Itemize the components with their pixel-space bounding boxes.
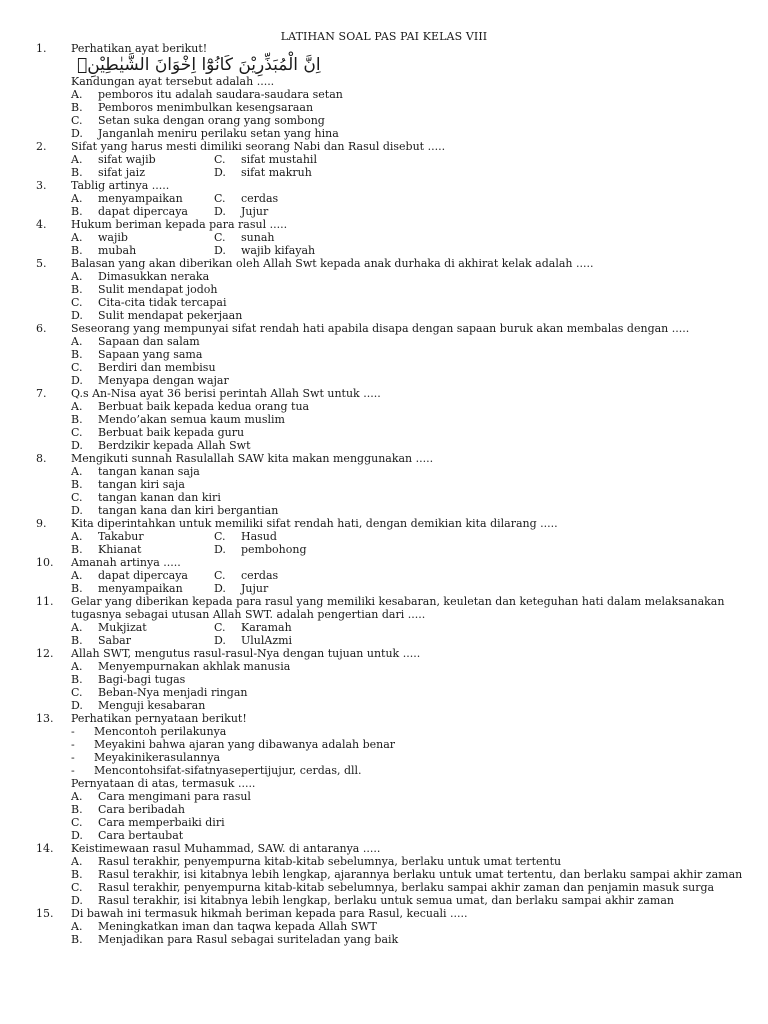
- option-text: Beban-Nya menjadi ringan: [98, 686, 248, 699]
- question-stem: Kita diperintahkan untuk memiliki sifat rendah hati, dengan demikian kita dilarang .....: [71, 517, 558, 530]
- option-letter: A.: [71, 335, 83, 348]
- option-letter: C.: [71, 296, 83, 309]
- answer-option[interactable]: [214, 543, 748, 556]
- option-letter: D.: [214, 166, 226, 179]
- question-stem: Q.s An-Nisa ayat 36 berisi perintah Allah Swt untuk .....: [71, 387, 381, 400]
- bullet-dash: -: [71, 751, 75, 764]
- question-number: 12.: [36, 647, 54, 660]
- option-letter: A.: [71, 920, 83, 933]
- answer-options: [71, 192, 748, 218]
- question-stem: Sifat yang harus mesti dimiliki seorang Nabi dan Rasul disebut .....: [71, 140, 446, 153]
- bullet-dash: -: [71, 725, 75, 738]
- option-text: wajib: [98, 231, 128, 244]
- option-text: Bagi-bagi tugas: [98, 673, 186, 686]
- answer-options: [71, 790, 748, 842]
- option-letter: B.: [71, 166, 83, 179]
- option-text: tangan kanan saja: [98, 465, 200, 478]
- option-letter: C.: [71, 816, 83, 829]
- option-text: tangan kanan dan kiri: [98, 491, 221, 504]
- option-letter: C.: [71, 114, 83, 127]
- answer-option[interactable]: [71, 88, 748, 101]
- option-letter: B.: [71, 283, 83, 296]
- question-number: 5.: [36, 257, 47, 270]
- question-item: [36, 556, 748, 595]
- option-text: Cara memperbaiki diri: [98, 816, 225, 829]
- option-text: Menguji kesabaran: [98, 699, 206, 712]
- option-letter: A.: [71, 621, 83, 634]
- question-item: [36, 595, 748, 647]
- option-text: Takabur: [98, 530, 144, 543]
- question-stem: Tablig artinya .....: [71, 179, 170, 192]
- answer-option[interactable]: [71, 868, 748, 881]
- option-letter: D.: [214, 205, 226, 218]
- option-text: Cara bertaubat: [98, 829, 184, 842]
- option-letter: C.: [71, 361, 83, 374]
- question-item: [36, 907, 748, 946]
- option-text: sifat wajib: [98, 153, 156, 166]
- option-letter: D.: [71, 504, 83, 517]
- question-item: [36, 517, 748, 556]
- answer-option[interactable]: [214, 621, 748, 634]
- question-item: [36, 842, 748, 907]
- answer-option[interactable]: [71, 166, 214, 179]
- option-text: menyampaikan: [98, 582, 183, 595]
- answer-options: [71, 569, 748, 595]
- option-text: dapat dipercaya: [98, 569, 188, 582]
- question-number: 13.: [36, 712, 54, 725]
- answer-option[interactable]: [71, 829, 748, 842]
- statement-text: Mencontohsifat-sifatnyasepertijujur, cerdas, dll.: [94, 764, 362, 777]
- question-number: 4.: [36, 218, 47, 231]
- answer-option[interactable]: [214, 166, 748, 179]
- answer-options: [71, 88, 748, 140]
- option-letter: C.: [71, 686, 83, 699]
- option-letter: D.: [71, 127, 83, 140]
- option-letter: C.: [71, 881, 83, 894]
- answer-option[interactable]: [71, 192, 214, 205]
- option-letter: B.: [71, 933, 83, 946]
- question-number: 8.: [36, 452, 47, 465]
- answer-option[interactable]: [214, 569, 748, 582]
- answer-option[interactable]: [71, 894, 748, 907]
- answer-option[interactable]: [71, 361, 748, 374]
- option-text: tangan kiri saja: [98, 478, 185, 491]
- answer-option[interactable]: [71, 543, 214, 556]
- answer-option[interactable]: [71, 881, 748, 894]
- statement-item: [71, 764, 748, 777]
- option-text: sifat mustahil: [241, 153, 317, 166]
- question-stem: Hukum beriman kepada para rasul .....: [71, 218, 288, 231]
- question-item: [36, 647, 748, 712]
- option-text: Menjadikan para Rasul sebagai suriteladan yang baik: [98, 933, 399, 946]
- answer-option[interactable]: [71, 686, 748, 699]
- answer-option[interactable]: [71, 569, 214, 582]
- question-item: [36, 218, 748, 257]
- answer-option[interactable]: [71, 816, 748, 829]
- option-letter: C.: [214, 231, 226, 244]
- question-stem: Gelar yang diberikan kepada para rasul yang memiliki kesabaran, keuletan dan keteguhan hati dalam melaksanakan tugasnya sebagai utusan Allah SWT. adalah pengertian dari .....: [71, 595, 725, 621]
- option-letter: A.: [71, 660, 83, 673]
- option-text: dapat dipercaya: [98, 205, 188, 218]
- option-letter: B.: [71, 634, 83, 647]
- answer-option[interactable]: [71, 465, 748, 478]
- page-title: LATIHAN SOAL PAS PAI KELAS VIII: [280, 30, 488, 43]
- answer-option[interactable]: [214, 634, 748, 647]
- question-number: 10.: [36, 556, 54, 569]
- option-letter: D.: [71, 829, 83, 842]
- option-letter: B.: [71, 413, 83, 426]
- option-text: cerdas: [241, 192, 279, 205]
- option-letter: A.: [71, 569, 83, 582]
- answer-options: [71, 660, 748, 712]
- option-text: sunah: [241, 231, 275, 244]
- answer-option[interactable]: [214, 244, 748, 257]
- answer-option[interactable]: [71, 439, 748, 452]
- question-number: 1.: [36, 42, 47, 55]
- option-text: Sulit mendapat jodoh: [98, 283, 218, 296]
- answer-option[interactable]: [71, 400, 748, 413]
- option-text: wajib kifayah: [241, 244, 316, 257]
- question-stem: Keistimewaan rasul Muhammad, SAW. di antaranya .....: [71, 842, 381, 855]
- option-text: Setan suka dengan orang yang sombong: [98, 114, 325, 127]
- option-letter: A.: [71, 88, 83, 101]
- question-number: 6.: [36, 322, 47, 335]
- option-letter: A.: [71, 270, 83, 283]
- option-text: Rasul terakhir, isi kitabnya lebih lengkap, berlaku untuk semua umat, dan berlaku sampai akhir zaman: [98, 894, 674, 907]
- option-text: pemboros itu adalah saudara-saudara setan: [98, 88, 343, 101]
- answer-option[interactable]: [71, 413, 748, 426]
- question-stem: Allah SWT, mengutus rasul-rasul-Nya dengan tujuan untuk .....: [71, 647, 421, 660]
- answer-option[interactable]: [214, 582, 748, 595]
- answer-option[interactable]: [71, 790, 748, 803]
- option-letter: C.: [214, 530, 226, 543]
- answer-option[interactable]: [71, 127, 748, 140]
- option-text: Sulit mendapat pekerjaan: [98, 309, 243, 322]
- answer-options: [71, 270, 748, 322]
- question-stem: Mengikuti sunnah Rasulallah SAW kita makan menggunakan .....: [71, 452, 434, 465]
- question-item: [36, 179, 748, 218]
- option-text: mubah: [98, 244, 137, 257]
- question-stem: Balasan yang akan diberikan oleh Allah Swt kepada anak durhaka di akhirat kelak adalah .....: [71, 257, 594, 270]
- answer-option[interactable]: [71, 335, 748, 348]
- answer-options: [71, 530, 748, 556]
- option-text: sifat jaiz: [98, 166, 145, 179]
- option-letter: A.: [71, 231, 83, 244]
- answer-option[interactable]: [71, 348, 748, 361]
- bullet-dash: -: [71, 738, 75, 751]
- option-letter: C.: [71, 491, 83, 504]
- option-letter: A.: [71, 400, 83, 413]
- answer-options: [71, 153, 748, 179]
- option-text: Berdzikir kepada Allah Swt: [98, 439, 251, 452]
- option-letter: D.: [71, 439, 83, 452]
- arabic-verse: اِنَّ الْمُبَذِّرِيْنَ كَانُوْٓا اِخْوَانَ الشَّيٰطِيْنِۗ: [77, 55, 321, 75]
- answer-option[interactable]: [71, 621, 214, 634]
- answer-option[interactable]: [71, 231, 214, 244]
- option-text: Mendo’akan semua kaum muslim: [98, 413, 285, 426]
- option-text: Rasul terakhir, isi kitabnya lebih lengkap, ajarannya berlaku untuk umat tertentu, dan berlaku sampai akhir zaman: [98, 868, 743, 881]
- option-text: Berbuat baik kepada guru: [98, 426, 245, 439]
- option-text: Jujur: [241, 582, 269, 595]
- answer-option[interactable]: [214, 530, 748, 543]
- option-text: Meningkatkan iman dan taqwa kepada Allah SWT: [98, 920, 377, 933]
- option-letter: A.: [71, 790, 83, 803]
- answer-option[interactable]: [71, 491, 748, 504]
- answer-option[interactable]: [71, 153, 214, 166]
- option-letter: C.: [214, 621, 226, 634]
- question-item: [36, 42, 748, 140]
- answer-option[interactable]: [71, 426, 748, 439]
- answer-option[interactable]: [71, 504, 748, 517]
- option-text: UlulAzmi: [241, 634, 293, 647]
- option-letter: A.: [71, 153, 83, 166]
- option-letter: D.: [214, 582, 226, 595]
- option-letter: C.: [214, 192, 226, 205]
- answer-option[interactable]: [71, 803, 748, 816]
- option-text: Rasul terakhir, penyempurna kitab-kitab sebelumnya, berlaku sampai akhir zaman dan penjamin masuk surga: [98, 881, 715, 894]
- option-letter: C.: [71, 426, 83, 439]
- statement-text: Mencontoh perilakunya: [94, 725, 227, 738]
- answer-option[interactable]: [71, 933, 748, 946]
- answer-options: [71, 920, 748, 946]
- question-stem: Perhatikan ayat berikut!: [71, 42, 208, 55]
- option-letter: B.: [71, 582, 83, 595]
- option-text: Janganlah meniru perilaku setan yang hina: [98, 127, 339, 140]
- question-stem: Di bawah ini termasuk hikmah beriman kepada para Rasul, kecuali .....: [71, 907, 468, 920]
- answer-options: [71, 231, 748, 257]
- answer-option[interactable]: [71, 582, 214, 595]
- answer-option[interactable]: [71, 660, 748, 673]
- option-text: Pemboros menimbulkan kesengsaraan: [98, 101, 314, 114]
- option-letter: A.: [71, 530, 83, 543]
- option-letter: C.: [214, 153, 226, 166]
- question-stem: Perhatikan pernyataan berikut!: [71, 712, 247, 725]
- option-letter: B.: [71, 868, 83, 881]
- option-letter: D.: [214, 543, 226, 556]
- option-text: cerdas: [241, 569, 279, 582]
- option-text: Cita-cita tidak tercapai: [98, 296, 227, 309]
- option-letter: D.: [71, 699, 83, 712]
- question-number: 9.: [36, 517, 47, 530]
- answer-option[interactable]: [71, 101, 748, 114]
- option-letter: D.: [214, 244, 226, 257]
- option-text: Menyapa dengan wajar: [98, 374, 229, 387]
- answer-options: [71, 465, 748, 517]
- question-number: 11.: [36, 595, 54, 608]
- option-text: Khianat: [98, 543, 142, 556]
- option-text: Cara beribadah: [98, 803, 185, 816]
- option-letter: B.: [71, 803, 83, 816]
- statement-item: [71, 725, 748, 738]
- answer-option[interactable]: [71, 920, 748, 933]
- question-number: 15.: [36, 907, 54, 920]
- answer-option[interactable]: [71, 296, 748, 309]
- answer-options: [71, 335, 748, 387]
- question-item: [36, 712, 748, 842]
- answer-options: [71, 855, 748, 907]
- option-letter: D.: [71, 309, 83, 322]
- answer-option[interactable]: [71, 270, 748, 283]
- option-text: Jujur: [241, 205, 269, 218]
- option-letter: B.: [71, 101, 83, 114]
- question-item: [36, 387, 748, 452]
- question-stem: Seseorang yang mempunyai sifat rendah hati apabila disapa dengan sapaan buruk akan membalas dengan .....: [71, 322, 690, 335]
- option-letter: B.: [71, 205, 83, 218]
- question-number: 3.: [36, 179, 47, 192]
- option-text: Berdiri dan membisu: [98, 361, 216, 374]
- question-item: [36, 322, 748, 387]
- answer-option[interactable]: [71, 374, 748, 387]
- option-text: Berbuat baik kepada kedua orang tua: [98, 400, 310, 413]
- option-text: Sapaan yang sama: [98, 348, 203, 361]
- option-text: Karamah: [241, 621, 292, 634]
- option-letter: A.: [71, 855, 83, 868]
- option-letter: D.: [71, 374, 83, 387]
- option-text: Rasul terakhir, penyempurna kitab-kitab sebelumnya, berlaku untuk umat tertentu: [98, 855, 562, 868]
- option-text: Menyempurnakan akhlak manusia: [98, 660, 291, 673]
- answer-option[interactable]: [71, 478, 748, 491]
- answer-option[interactable]: [71, 309, 748, 322]
- answer-options: [71, 400, 748, 452]
- question-prompt: Pernyataan di atas, termasuk .....: [71, 777, 256, 790]
- option-text: Hasud: [241, 530, 277, 543]
- question-number: 7.: [36, 387, 47, 400]
- answer-option[interactable]: [214, 153, 748, 166]
- answer-option[interactable]: [71, 205, 214, 218]
- question-number: 14.: [36, 842, 54, 855]
- statement-item: [71, 751, 748, 764]
- question-number: 2.: [36, 140, 47, 153]
- option-text: Mukjizat: [98, 621, 147, 634]
- statement-text: Meyakinikerasulannya: [94, 751, 221, 764]
- option-text: Dimasukkan neraka: [98, 270, 210, 283]
- option-text: Cara mengimani para rasul: [98, 790, 251, 803]
- answer-option[interactable]: [71, 244, 214, 257]
- option-letter: B.: [71, 478, 83, 491]
- question-stem: Amanah artinya .....: [71, 556, 181, 569]
- answer-option[interactable]: [214, 192, 748, 205]
- answer-option[interactable]: [71, 673, 748, 686]
- option-text: Sabar: [98, 634, 131, 647]
- answer-option[interactable]: [214, 231, 748, 244]
- answer-option[interactable]: [71, 855, 748, 868]
- question-item: [36, 452, 748, 517]
- option-letter: B.: [71, 673, 83, 686]
- option-letter: B.: [71, 244, 83, 257]
- option-text: pembohong: [241, 543, 307, 556]
- option-text: tangan kana dan kiri bergantian: [98, 504, 279, 517]
- option-letter: D.: [71, 894, 83, 907]
- answer-option[interactable]: [214, 205, 748, 218]
- bullet-dash: -: [71, 764, 75, 777]
- question-list: [36, 42, 748, 946]
- statement-item: [71, 738, 748, 751]
- answer-option[interactable]: [71, 699, 748, 712]
- option-letter: A.: [71, 465, 83, 478]
- answer-options: [71, 621, 748, 647]
- answer-option[interactable]: [71, 634, 214, 647]
- option-text: Sapaan dan salam: [98, 335, 200, 348]
- answer-option[interactable]: [71, 283, 748, 296]
- option-letter: A.: [71, 192, 83, 205]
- option-text: menyampaikan: [98, 192, 183, 205]
- statement-text: Meyakini bahwa ajaran yang dibawanya adalah benar: [94, 738, 396, 751]
- question-prompt: Kandungan ayat tersebut adalah .....: [71, 75, 275, 88]
- option-letter: B.: [71, 348, 83, 361]
- option-text: sifat makruh: [241, 166, 312, 179]
- question-item: [36, 257, 748, 322]
- option-letter: B.: [71, 543, 83, 556]
- answer-option[interactable]: [71, 114, 748, 127]
- question-item: [36, 140, 748, 179]
- answer-option[interactable]: [71, 530, 214, 543]
- option-letter: C.: [214, 569, 226, 582]
- option-letter: D.: [214, 634, 226, 647]
